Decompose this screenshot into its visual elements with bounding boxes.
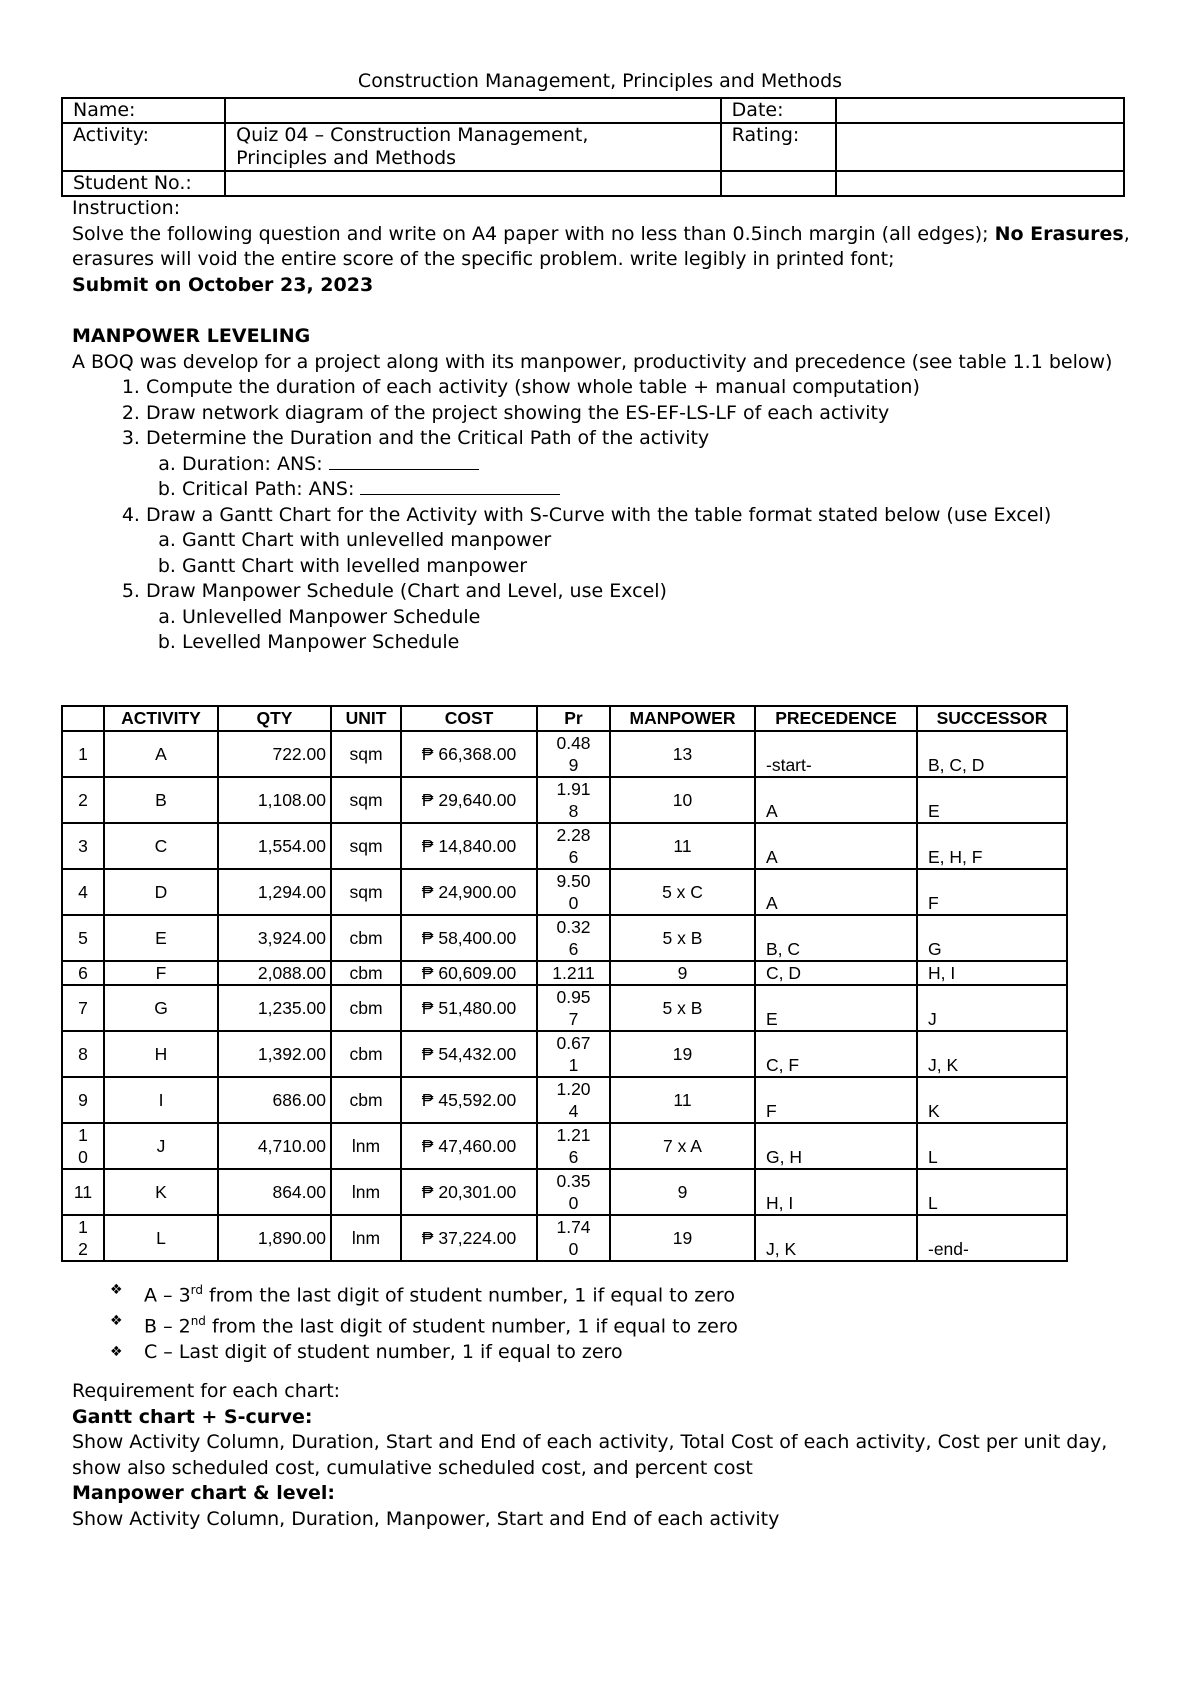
rating-label: Rating: [721, 123, 837, 171]
productivity-cell: 1.21 6 [537, 1123, 610, 1169]
question-4a: a. Gantt Chart with unlevelled manpower [182, 528, 1132, 554]
table-row [62, 1123, 1067, 1169]
qty-header: QTY [218, 706, 331, 731]
question-list [72, 375, 1132, 656]
precedence-cell: B, C [755, 915, 917, 961]
manpower-cell: 19 [610, 1031, 755, 1077]
productivity-cell: 0.35 0 [537, 1169, 610, 1215]
cost-cell: ₱ 54,432.00 [401, 1031, 537, 1077]
section-intro: A BOQ was develop for a project along with its manpower, productivity and precedence (see table 1.1 below) [72, 350, 1113, 373]
row-number-cell: 7 [62, 985, 104, 1031]
table-row [62, 1169, 1067, 1215]
cost-header: COST [401, 706, 537, 731]
productivity-cell: 0.32 6 [537, 915, 610, 961]
successor-cell: H, I [917, 961, 1067, 985]
successor-cell: J [917, 985, 1067, 1031]
cost-cell: ₱ 45,592.00 [401, 1077, 537, 1123]
row-number-cell: 3 [62, 823, 104, 869]
manpower-text: Show Activity Column, Duration, Manpower, Start and End of each activity [72, 1507, 780, 1530]
question-3a: a. Duration: ANS: [182, 452, 1132, 478]
activity-cell: L [104, 1215, 218, 1261]
unit-cell: sqm [331, 777, 401, 823]
requirements-intro: Requirement for each chart: [72, 1380, 341, 1402]
manpower-cell: 19 [610, 1215, 755, 1261]
activity-cell: F [104, 961, 218, 985]
section-title: MANPOWER LEVELING [72, 325, 311, 347]
unit-cell: sqm [331, 823, 401, 869]
diamond-bullet-icon: ❖ [110, 1282, 123, 1298]
question-3: 3. Determine the Duration and the Critical Path of the activity a. Duration: ANS: b. Critical Path: ANS: [146, 426, 1132, 503]
successor-cell: J, K [917, 1031, 1067, 1077]
document-header-title: Construction Management, Principles and Methods [357, 70, 843, 92]
student-info-table [61, 97, 1125, 197]
productivity-cell: 1.91 8 [537, 777, 610, 823]
precedence-cell: A [755, 869, 917, 915]
cost-cell: ₱ 37,224.00 [401, 1215, 537, 1261]
row-number-cell: 8 [62, 1031, 104, 1077]
successor-cell: E [917, 777, 1067, 823]
row-number-header [62, 706, 104, 731]
precedence-cell: J, K [755, 1215, 917, 1261]
row-number-cell: 6 [62, 961, 104, 985]
table-row [62, 1077, 1067, 1123]
date-label: Date: [721, 98, 837, 123]
unit-cell: sqm [331, 869, 401, 915]
cost-cell: ₱ 20,301.00 [401, 1169, 537, 1215]
precedence-cell: C, F [755, 1031, 917, 1077]
manpower-cell: 5 x B [610, 915, 755, 961]
productivity-cell: 1.20 4 [537, 1077, 610, 1123]
activity-cell: H [104, 1031, 218, 1077]
successor-cell: -end- [917, 1215, 1067, 1261]
manpower-title: Manpower chart & level: [72, 1482, 335, 1504]
row-number-cell: 2 [62, 777, 104, 823]
successor-cell: E, H, F [917, 823, 1067, 869]
qty-cell: 2,088.00 [218, 961, 331, 985]
row-number-cell: 11 [62, 1169, 104, 1215]
table-row [62, 915, 1067, 961]
pr-header: Pr [537, 706, 610, 731]
manpower-cell: 9 [610, 961, 755, 985]
table-row [62, 823, 1067, 869]
unit-cell: cbm [331, 1077, 401, 1123]
gantt-text: Show Activity Column, Duration, Start and End of each activity, Total Cost of each activity, Cost per unit day, show also scheduled cost, cumulative scheduled cost, and percent cost [72, 1431, 1108, 1479]
question-4: 4. Draw a Gantt Chart for the Activity with S-Curve with the table format stated below (use Excel) a. Gantt Chart with unlevelled manpower b. Gantt Chart with levelled manpower [146, 503, 1132, 580]
note-c: ❖ C – Last digit of student number, 1 if equal to zero [110, 1340, 738, 1366]
unit-cell: cbm [331, 985, 401, 1031]
unit-cell: cbm [331, 1031, 401, 1077]
unit-cell: cbm [331, 915, 401, 961]
unit-cell: lnm [331, 1215, 401, 1261]
qty-cell: 1,890.00 [218, 1215, 331, 1261]
qty-cell: 722.00 [218, 731, 331, 777]
row-number-cell: 4 [62, 869, 104, 915]
activity-label: Activity: [62, 123, 225, 171]
question-1: 1. Compute the duration of each activity (show whole table + manual computation) [146, 375, 1132, 401]
activity-cell: B [104, 777, 218, 823]
precedence-cell: G, H [755, 1123, 917, 1169]
cost-cell: ₱ 14,840.00 [401, 823, 537, 869]
productivity-cell: 9.50 0 [537, 869, 610, 915]
productivity-cell: 0.48 9 [537, 731, 610, 777]
answer-blank [360, 478, 560, 495]
precedence-cell: F [755, 1077, 917, 1123]
manpower-cell: 11 [610, 1077, 755, 1123]
activity-cell: G [104, 985, 218, 1031]
cost-cell: ₱ 24,900.00 [401, 869, 537, 915]
instruction-block [72, 196, 1132, 298]
manpower-cell: 13 [610, 731, 755, 777]
row-number-cell: 9 [62, 1077, 104, 1123]
activity-cell: K [104, 1169, 218, 1215]
row-number-cell: 5 [62, 915, 104, 961]
unit-cell: sqm [331, 731, 401, 777]
submit-deadline: Submit on October 23, 2023 [72, 273, 374, 296]
successor-cell: K [917, 1077, 1067, 1123]
name-field[interactable] [225, 98, 721, 123]
activity-value: Quiz 04 – Construction Management, Principles and Methods [225, 123, 721, 171]
boq-header-row [62, 706, 1067, 731]
answer-blank [329, 453, 479, 470]
rating-field[interactable] [836, 123, 1124, 171]
productivity-cell: 0.67 1 [537, 1031, 610, 1077]
table-row [62, 1215, 1067, 1261]
diamond-bullet-icon: ❖ [110, 1312, 123, 1329]
qty-cell: 1,554.00 [218, 823, 331, 869]
manpower-cell: 5 x C [610, 869, 755, 915]
note-b: ❖ B – 2nd from the last digit of student number, 1 if equal to zero [110, 1309, 738, 1340]
name-label: Name: [62, 98, 225, 123]
qty-cell: 4,710.00 [218, 1123, 331, 1169]
notes-list [110, 1278, 738, 1365]
question-3b: b. Critical Path: ANS: [182, 477, 1132, 503]
activity-cell: C [104, 823, 218, 869]
manpower-cell: 10 [610, 777, 755, 823]
successor-header: SUCCESSOR [917, 706, 1067, 731]
precedence-cell: H, I [755, 1169, 917, 1215]
manpower-leveling-section [72, 324, 1132, 656]
qty-cell: 1,108.00 [218, 777, 331, 823]
unit-cell: cbm [331, 961, 401, 985]
cost-cell: ₱ 60,609.00 [401, 961, 537, 985]
activity-cell: D [104, 869, 218, 915]
successor-cell: F [917, 869, 1067, 915]
row-number-cell: 1 [62, 731, 104, 777]
empty-cell [836, 171, 1124, 196]
row-number-cell: 1 2 [62, 1215, 104, 1261]
empty-cell [721, 171, 837, 196]
cost-cell: ₱ 58,400.00 [401, 915, 537, 961]
unit-header: UNIT [331, 706, 401, 731]
activity-cell: J [104, 1123, 218, 1169]
table-row [62, 961, 1067, 985]
activity-cell: I [104, 1077, 218, 1123]
precedence-cell: A [755, 823, 917, 869]
precedence-cell: -start- [755, 731, 917, 777]
productivity-cell: 1.74 0 [537, 1215, 610, 1261]
question-3-sublist [146, 452, 1132, 503]
cost-cell: ₱ 51,480.00 [401, 985, 537, 1031]
cost-cell: ₱ 66,368.00 [401, 731, 537, 777]
precedence-header: PRECEDENCE [755, 706, 917, 731]
table-row [62, 869, 1067, 915]
question-5a: a. Unlevelled Manpower Schedule [182, 605, 1132, 631]
unit-cell: lnm [331, 1123, 401, 1169]
activity-header: ACTIVITY [104, 706, 218, 731]
question-5b: b. Levelled Manpower Schedule [182, 630, 1132, 656]
activity-cell: E [104, 915, 218, 961]
table-row [62, 985, 1067, 1031]
boq-table [61, 705, 1068, 1262]
manpower-cell: 11 [610, 823, 755, 869]
note-a: ❖ A – 3rd from the last digit of student number, 1 if equal to zero [110, 1278, 738, 1309]
question-4b: b. Gantt Chart with levelled manpower [182, 554, 1132, 580]
precedence-cell: C, D [755, 961, 917, 985]
manpower-cell: 5 x B [610, 985, 755, 1031]
qty-cell: 3,924.00 [218, 915, 331, 961]
question-4-sublist [146, 528, 1132, 579]
question-2: 2. Draw network diagram of the project showing the ES-EF-LS-LF of each activity [146, 401, 1132, 427]
instruction-text: Solve the following question and write on A4 paper with no less than 0.5inch margin (all edges); No Erasures, erasures will void the entire score of the specific problem. write legibly in printed font; [72, 222, 1130, 270]
date-field[interactable] [836, 98, 1124, 123]
manpower-cell: 7 x A [610, 1123, 755, 1169]
row-number-cell: 1 0 [62, 1123, 104, 1169]
gantt-title: Gantt chart + S-curve: [72, 1405, 313, 1428]
successor-cell: G [917, 915, 1067, 961]
manpower-header: MANPOWER [610, 706, 755, 731]
qty-cell: 1,294.00 [218, 869, 331, 915]
table-row [62, 1031, 1067, 1077]
student-no-label: Student No.: [62, 171, 225, 196]
manpower-cell: 9 [610, 1169, 755, 1215]
successor-cell: L [917, 1169, 1067, 1215]
activity-cell: A [104, 731, 218, 777]
precedence-cell: E [755, 985, 917, 1031]
cost-cell: ₱ 47,460.00 [401, 1123, 537, 1169]
unit-cell: lnm [331, 1169, 401, 1215]
productivity-cell: 2.28 6 [537, 823, 610, 869]
requirements-block [72, 1379, 1152, 1532]
table-row [62, 777, 1067, 823]
table-row [62, 731, 1067, 777]
instruction-label: Instruction: [72, 197, 181, 219]
question-5: 5. Draw Manpower Schedule (Chart and Level, use Excel) a. Unlevelled Manpower Schedule b. Levelled Manpower Schedule [146, 579, 1132, 656]
diamond-bullet-icon: ❖ [110, 1343, 123, 1360]
qty-cell: 1,235.00 [218, 985, 331, 1031]
question-5-sublist [146, 605, 1132, 656]
successor-cell: L [917, 1123, 1067, 1169]
qty-cell: 1,392.00 [218, 1031, 331, 1077]
productivity-cell: 1.211 [537, 961, 610, 985]
student-no-field[interactable] [225, 171, 721, 196]
successor-cell: B, C, D [917, 731, 1067, 777]
cost-cell: ₱ 29,640.00 [401, 777, 537, 823]
qty-cell: 864.00 [218, 1169, 331, 1215]
qty-cell: 686.00 [218, 1077, 331, 1123]
precedence-cell: A [755, 777, 917, 823]
productivity-cell: 0.95 7 [537, 985, 610, 1031]
